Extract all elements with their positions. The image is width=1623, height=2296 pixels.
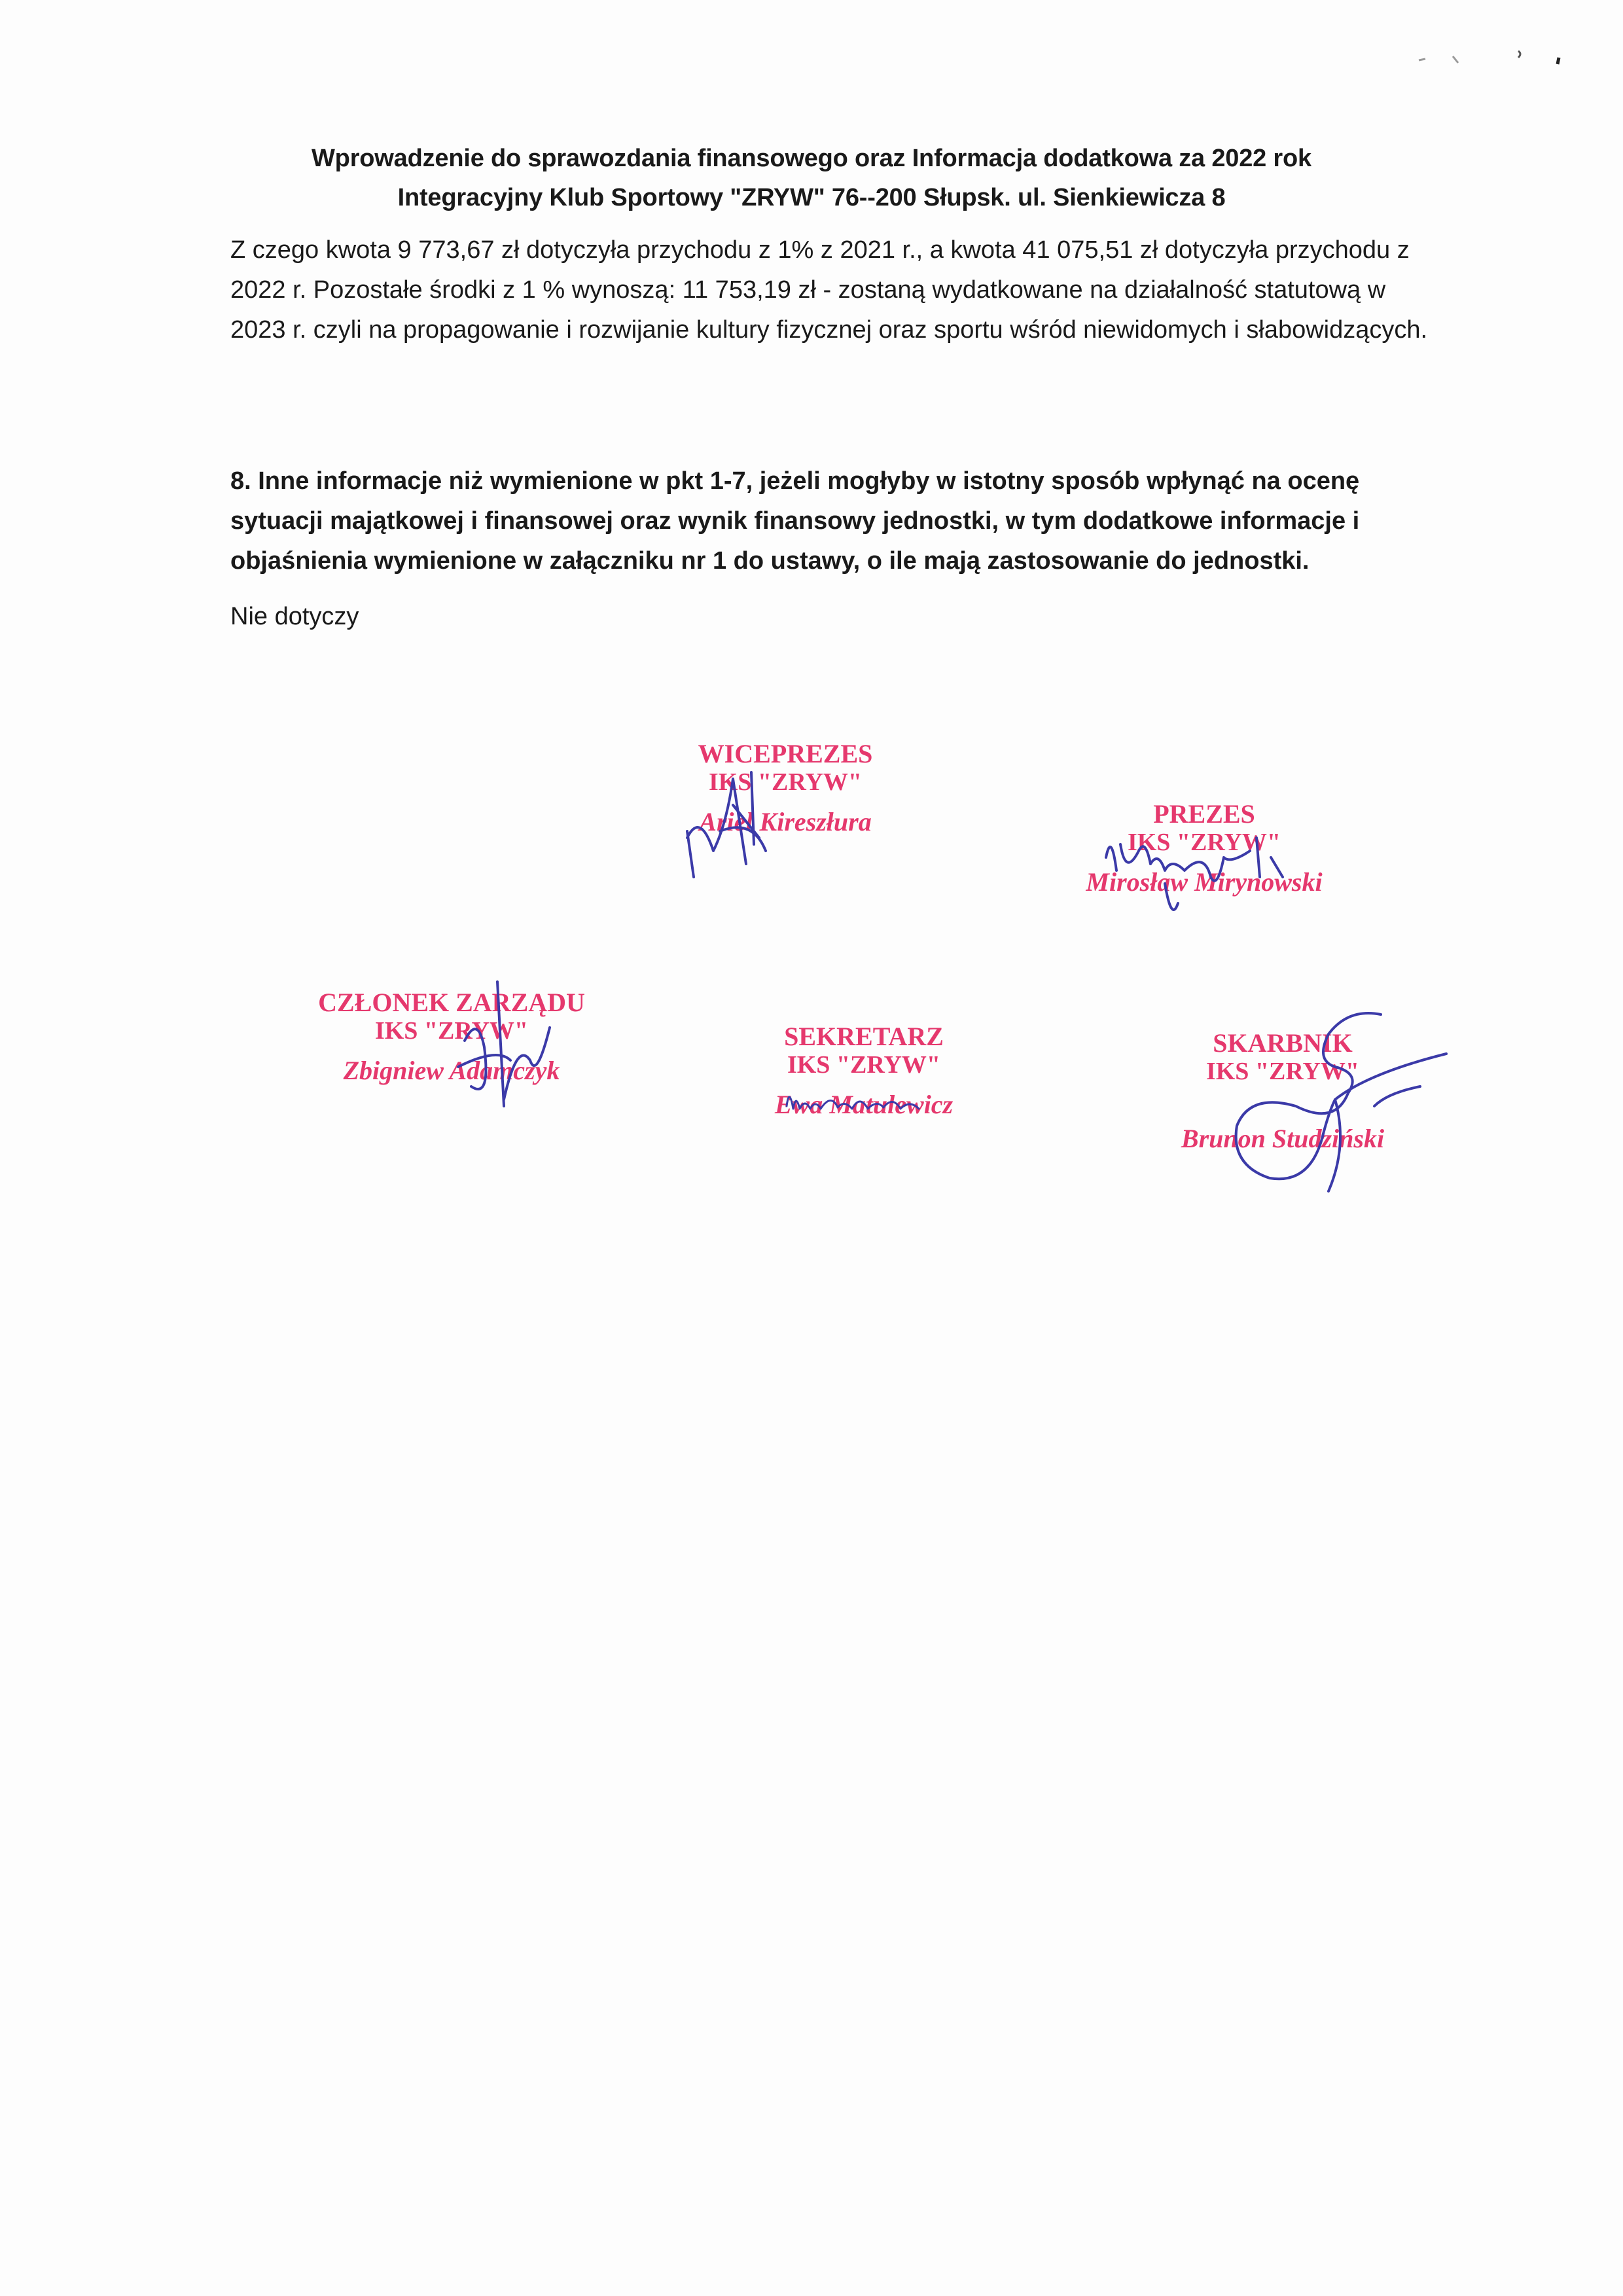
scan-artifact-marks xyxy=(1414,46,1571,72)
stamp-club: IKS "ZRYW" xyxy=(1127,829,1281,856)
stamp-person-name: Brunon Studziński xyxy=(1181,1124,1385,1153)
stamp-secretary xyxy=(740,1022,988,1119)
stamp-president xyxy=(1060,800,1348,897)
stamp-role: CZŁONEK ZARZĄDU xyxy=(318,988,585,1017)
document-title: Wprowadzenie do sprawozdania finansowego oraz Informacja dodatkowa za 2022 rok xyxy=(312,145,1311,172)
stamp-person-name: Ewa Matulewicz xyxy=(774,1090,954,1119)
document-header xyxy=(164,139,1459,217)
stamp-role: WICEPREZES xyxy=(698,739,873,768)
stamp-treasurer xyxy=(1152,1029,1414,1153)
stamp-person-name: Ariel Kireszłura xyxy=(699,807,872,836)
stamp-role: PREZES xyxy=(1153,799,1255,829)
organization-address: Integracyjny Klub Sportowy "ZRYW" 76--200 Słupsk. ul. Sienkiewicza 8 xyxy=(397,184,1226,211)
section-8-answer: Nie dotyczy xyxy=(230,603,359,630)
stamp-role: SEKRETARZ xyxy=(784,1022,944,1051)
section-8-heading: 8. Inne informacje niż wymienione w pkt 1-7, jeżeli mogłyby w istotny sposób wpłynąć na ocenę sytuacji majątkowej i finansowej oraz wynik finansowy jednostki, w tym dodatkowe informacje i objaśnienia wymienione w załączniku nr 1 do ustawy, o ile mają zastosowanie do jednostki. xyxy=(230,467,1360,575)
stamp-club: IKS "ZRYW" xyxy=(708,768,863,796)
stamp-person-name: Zbigniew Adamczyk xyxy=(343,1056,560,1085)
stamp-person-name: Mirosław Mirynowski xyxy=(1086,867,1323,897)
stamp-board-member xyxy=(314,988,589,1085)
stamp-vice-president xyxy=(674,740,897,836)
stamp-club: IKS "ZRYW" xyxy=(374,1017,529,1045)
stamp-club: IKS "ZRYW" xyxy=(787,1051,941,1079)
stamp-club: IKS "ZRYW" xyxy=(1205,1058,1360,1085)
stamp-role: SKARBNIK xyxy=(1213,1028,1353,1058)
intro-paragraph: Z czego kwota 9 773,67 zł dotyczyła przychodu z 1% z 2021 r., a kwota 41 075,51 zł dotyczyła przychodu z 2022 r. Pozostałe środki z 1 % wynoszą: 11 753,19 zł - zostaną wydatkowane na działalność statutową w 2023 r. czyli na propagowanie i rozwijanie kultury fizycznej oraz sportu wśród niewidomych i słabowidzących. xyxy=(230,236,1428,344)
